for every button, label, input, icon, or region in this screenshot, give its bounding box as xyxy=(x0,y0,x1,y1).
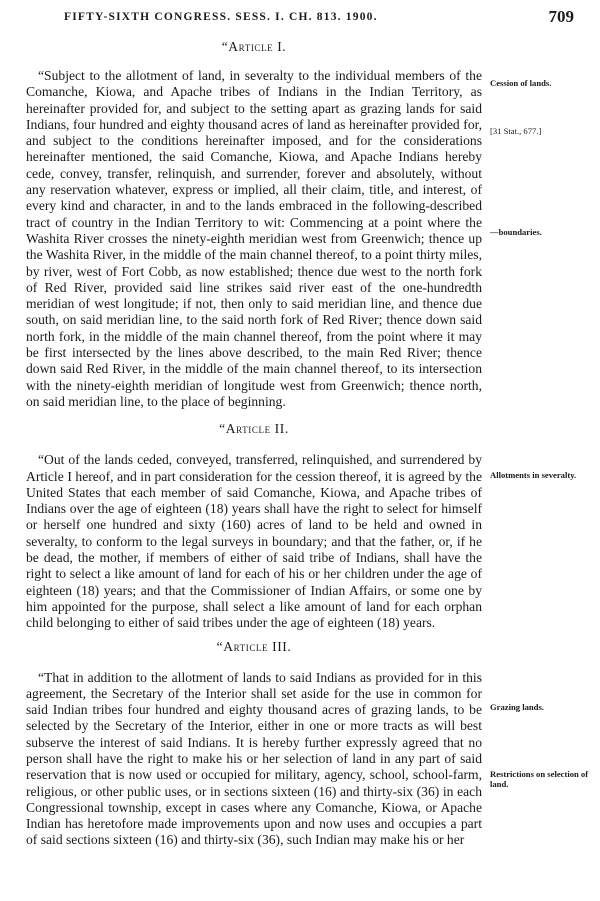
article-2-text: “Out of the lands ceded, conveyed, transferred, relinquished, and surrendered by Article I hereof, and in part consideration for the cession thereof, it is agreed by the United States that each member of said Comanche, Kiowa, and Apache tribes of Indians over the age of eighteen (18) years shall have the right to select for himself or herself one hundred and sixty (160) acres of land to be held and owned in severalty, to conform to the legal surveys in boundary; and that the father, or, if he be dead, the mother, if members of either of said tribe of Indians, shall have the right to select a like amount of land for each of his or her children under the age of eighteen (18) years; and that the Commissioner of Indian Affairs, or some one by him appointed for the purpose, shall select a like amount of land for each orphan child belonging to either of said tribes under the age of eighteen (18) years. xyxy=(26,452,482,631)
article-1-text: “Subject to the allotment of land, in severalty to the individual members of the Comanche, Kiowa, and Apache tribes of Indians in the Indian Territory, as hereinafter provided for, and subject to the setting apart as grazing lands for said Indians, four hundred and eighty thousand acres of land as hereinafter provided for, and subject to the conditions hereinafter imposed, and for the considerations hereinafter mentioned, the said Comanche, Kiowa, and Apache Indians hereby cede, convey, transfer, relinquish, and surrender, forever and absolutely, without any reservation whatever, express or implied, all their claim, title, and interest, of every kind and character, in and to the lands embraced in the following-described tract of country in the Indian Territory to wit: Commencing at a point where the Washita River crosses the ninety-eighth meridian west from Greenwich; thence up the Washita River, in the middle of the main channel thereof, to a point thirty miles, by river, west of Fort Cobb, as now established; thence due west to the north fork of Red River, provided said line strikes said river east of the one-hundredth meridian of west longitude; if not, then only to said meridian line, and thence due south, on said meridian line, to the said north fork of Red River; thence down said north fork, in the middle of the main channel thereof, from the point where it may be first intersected by the lines above described, to the main Red River; thence down said Red River, in the middle of the main channel thereof, to its intersection with the ninety-eighth meridian of longitude west from Greenwich; thence north, on said meridian line, to the place of beginning. xyxy=(26,68,482,409)
running-title: FIFTY-SIXTH CONGRESS. SESS. I. CH. 813. 1900. xyxy=(64,11,378,23)
margin-note-cession: Cession of lands. xyxy=(490,78,552,88)
article-1-heading: “Article I. xyxy=(221,39,287,54)
margin-note-boundaries: —boundaries. xyxy=(490,227,542,237)
margin-note-restrictions: Restrictions on selection of land. xyxy=(490,769,589,789)
running-header xyxy=(64,7,574,29)
article-3-text: “That in addition to the allotment of lands to said Indians as provided for in this agreement, the Secretary of the Interior shall set aside for the use in common for said Indian tribes four hundred and eighty thousand acres of grazing lands, to be selected by the Secretary of the Interior, either in one or more tracts as will best subserve the interest of said Indians. It is hereby further expressly agreed that no person shall have the right to make his or her selection of land in any part of said reservation that is now used or occupied for military, agency, school, school-farm, religious, or other public uses, or in sections sixteen (16) and thirty-six (36) in each Congressional township, except in cases where any Comanche, Kiowa, or Apache Indian has heretofore made improvements upon and now uses and occupies a part of said sections sixteen (16) and thirty-six (36), such Indian may make his or her xyxy=(26,669,482,848)
article-2-heading: “Article II. xyxy=(219,421,289,437)
margin-note-statute-ref: [31 Stat., 677.] xyxy=(490,126,542,136)
page-number: 709 xyxy=(548,7,574,26)
margin-note-allotments: Allotments in severalty. xyxy=(490,470,577,480)
article-3-heading: “Article III. xyxy=(216,638,292,654)
statute-text xyxy=(26,34,482,849)
margin-note-grazing: Grazing lands. xyxy=(490,702,544,712)
